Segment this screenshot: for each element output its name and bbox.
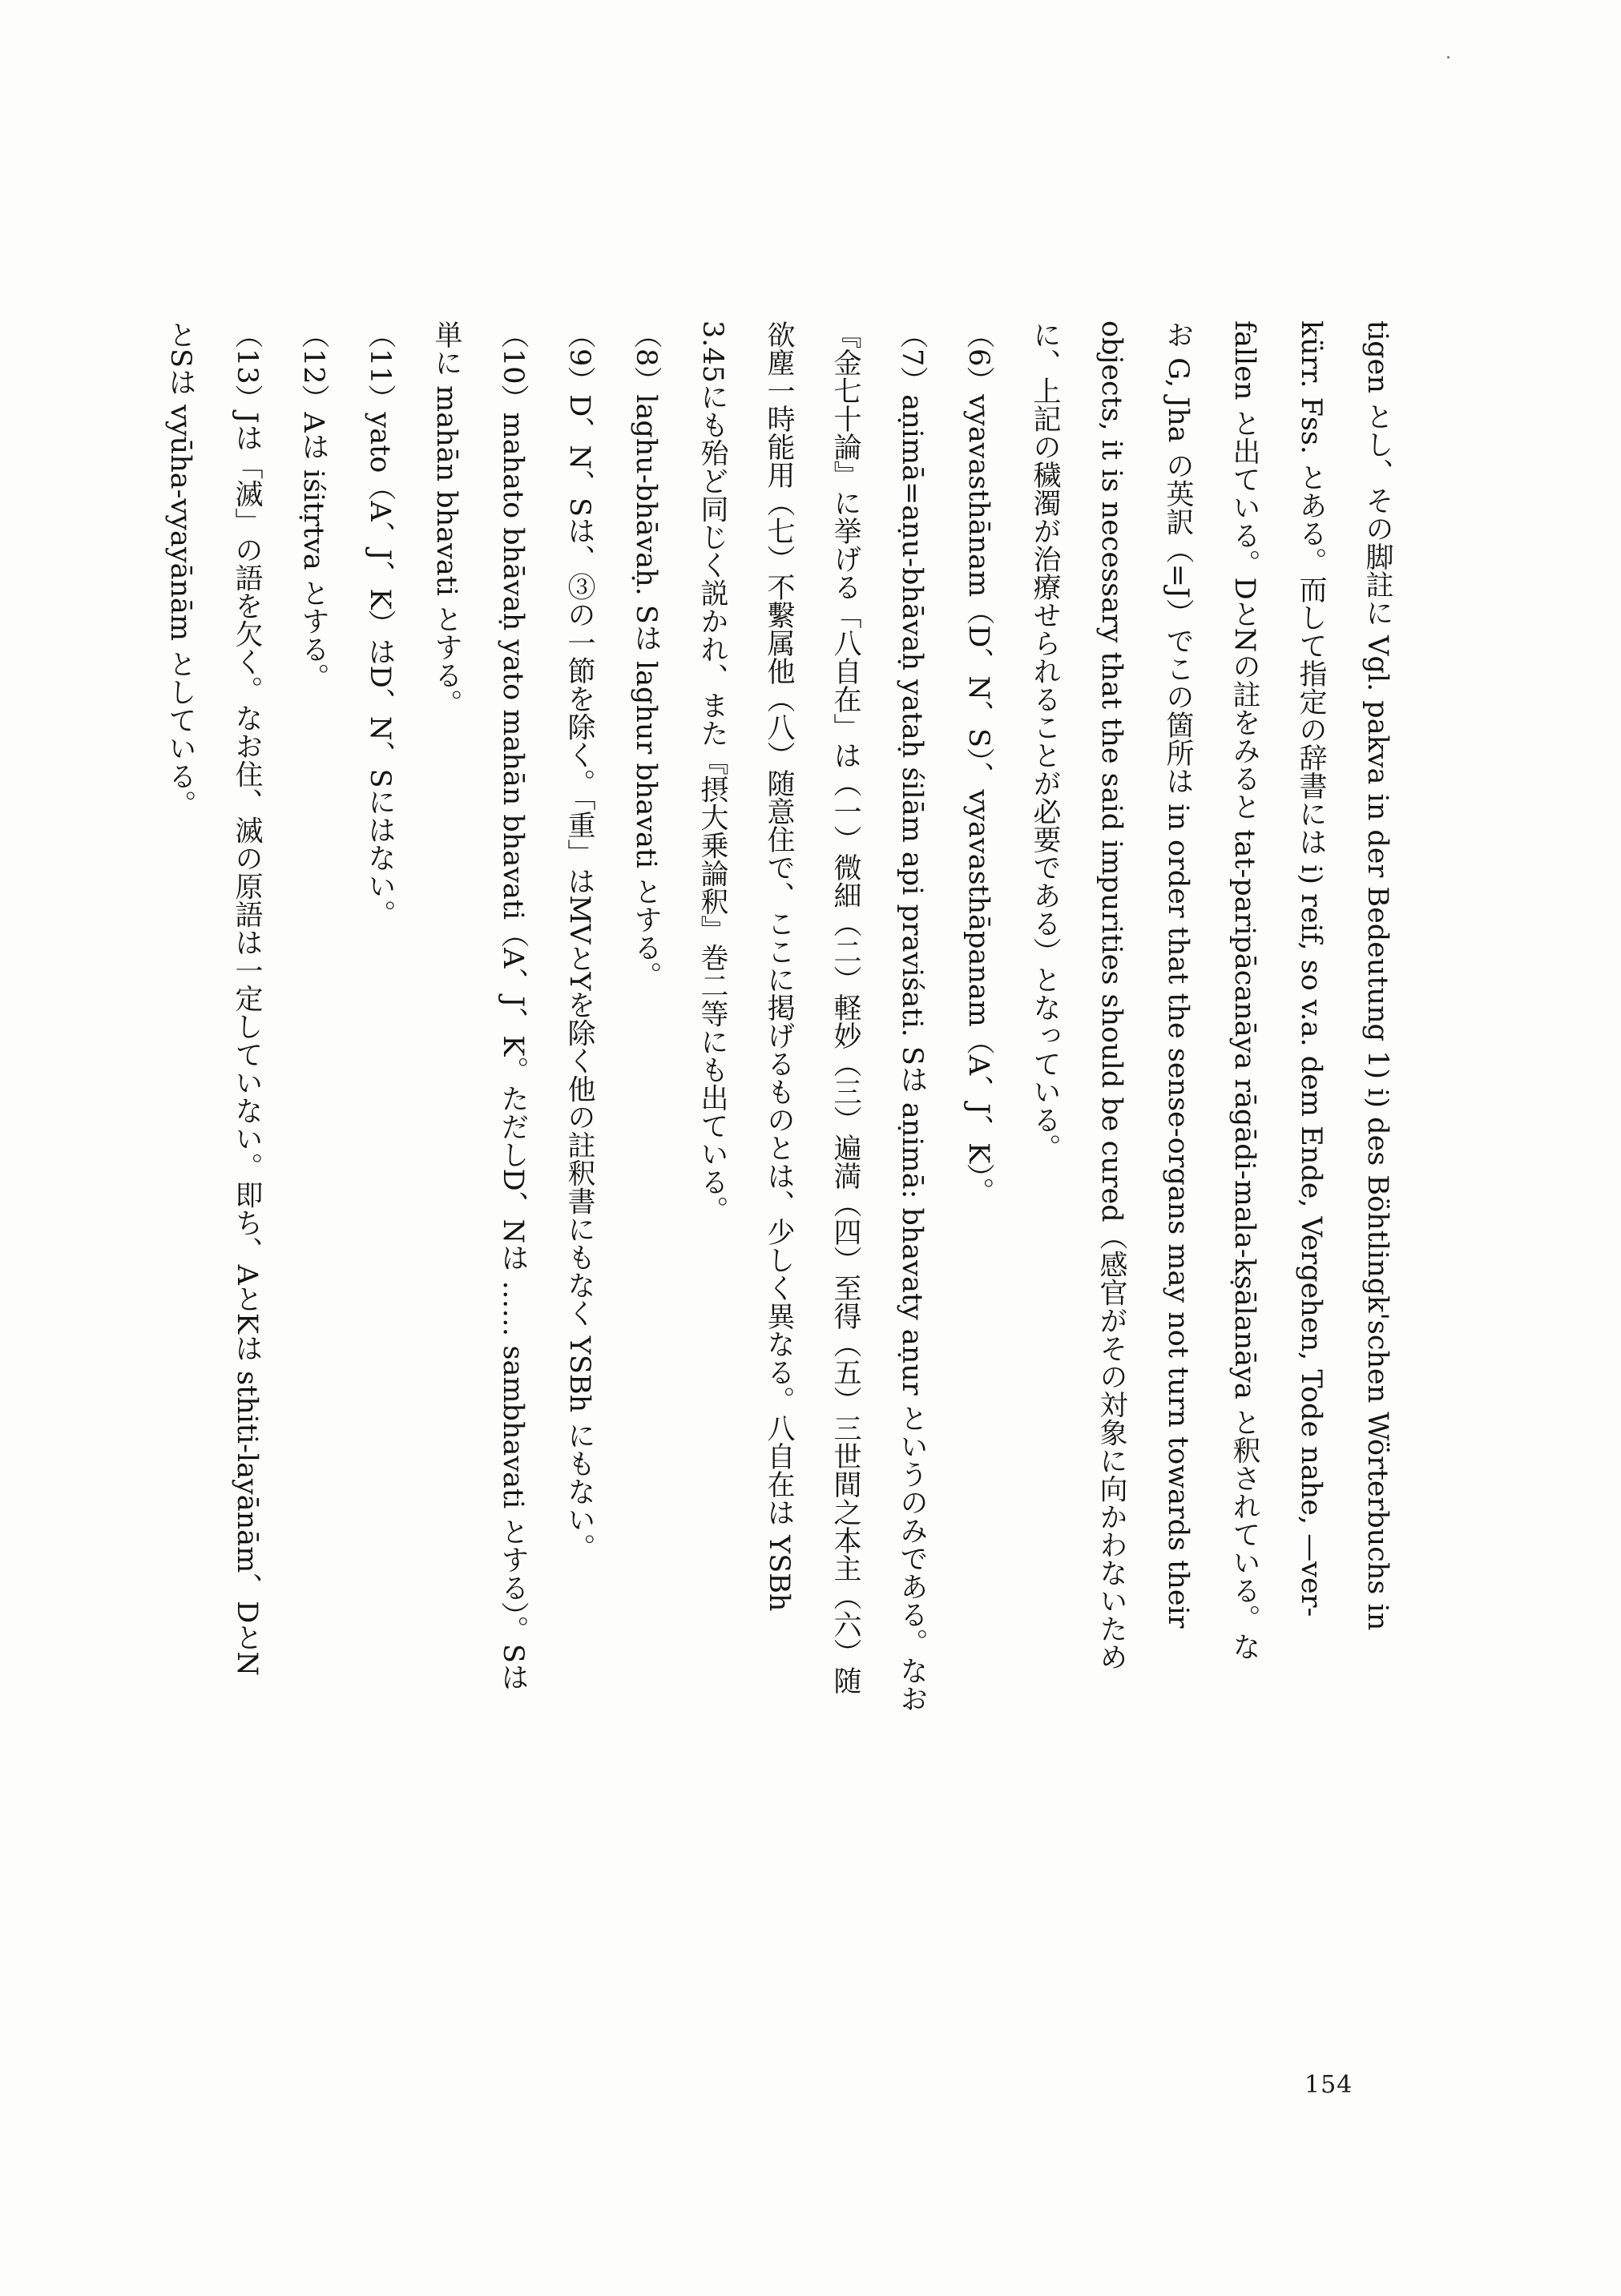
note-7-line-3: 欲塵一時能用（七）不繫属他（八）随意住で、ここに掲げるものとは、少しく異なる。八自在は YSBh xyxy=(763,320,795,1612)
note-10-line-2: 単に mahān bhavati とする。 xyxy=(430,320,462,718)
note-5-line-6: に、上記の穢濁が治療せられることが必要である）となっている。 xyxy=(1029,320,1061,1162)
note-11: （11）yato（A、J、K）はD、N、Sにはない。 xyxy=(364,320,396,928)
note-5-line-1: tigen とし、その脚註に Vgl. pakva in der Bedeutung 1) i) des Böhtlingk'schen Wörterbuchs in xyxy=(1361,320,1393,1631)
note-7-line-2: 『金七十論』に挙げる「八自在」は（一）微細（二）軽妙（三）遍満（四）至得（五）三世間之本主（六）随 xyxy=(829,320,861,1694)
note-13-line-2: とSは vyūha-vyayānām としている。 xyxy=(164,320,196,819)
scan-speck xyxy=(1447,56,1450,58)
note-7-line-4: 3.45にも殆ど同じく説かれ、また『摂大乗論釈』巻二等にも出ている。 xyxy=(696,320,728,1224)
page-number: 154 xyxy=(1304,2071,1353,2099)
note-6: （6）vyavasthānam（D、N、S）、vyavasthāpanam（A、J、K）。 xyxy=(962,320,994,1206)
note-8: （8）laghu-bhāvaḥ. Sは laghur bhavati とする。 xyxy=(630,320,662,990)
note-5-line-2: kürr. Fss. とある。而して指定の辞書には i) reif, so v.a. dem Ende, Vergehen, Tode nahe, —ver- xyxy=(1295,320,1327,1617)
note-5-line-5: objects, it is necessary that the said impurities should be cured（感官がその対象に向かわないため xyxy=(1095,320,1127,1671)
note-9: （9）D、N、Sは、③の一節を除く。「重」はMVとYを除く他の註釈書にもなく YSBh にもない。 xyxy=(563,320,595,1562)
note-7-line-1: （7）aṇimā=aṇu-bhāvaḥ yataḥ śilām api praviśati. Sは aṇimā: bhavaty aṇur というのみである。なお xyxy=(896,320,928,1713)
note-13-line-1: （13）Jは「滅」の語を欠く。なお住、滅の原語は一定していない。即ち、AとKは sthiti-layānām、DとN xyxy=(231,320,263,1676)
note-5-line-4: お G, Jha の英訳（=J）でこの箇所は in order that the sense-organs may not turn towards their xyxy=(1162,320,1194,1629)
note-12: （12）Aは iśitṛtva とする。 xyxy=(297,320,329,691)
note-5-line-3: fallen と出ている。DとNの註をみると tat-paripācanāya rāgādi-mala-kṣālanāya と釈されている。な xyxy=(1228,320,1260,1661)
note-10-line-1: （10）mahato bhāvaḥ yato mahān bhavati（A、J、K。ただしD、Nは …… sambhavati とする）。Sは xyxy=(497,320,529,1691)
annotation-notes xyxy=(164,320,1410,2027)
